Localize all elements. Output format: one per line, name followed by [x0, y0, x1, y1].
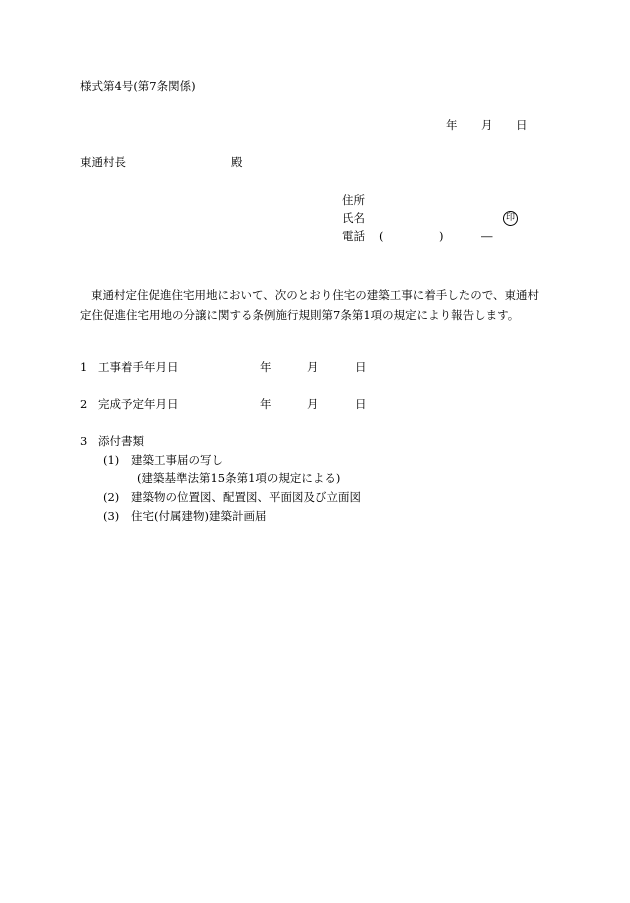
addressee-honorific: 殿	[231, 155, 243, 169]
form-number: 様式第4号(第7条関係)	[80, 79, 196, 93]
seal-icon: 印	[503, 211, 518, 226]
attachment-1-number: (1)	[103, 453, 120, 467]
item-1-number: 1	[80, 360, 88, 374]
attachment-2-text: 建築物の位置図、配置図、平面図及び立面図	[131, 490, 361, 504]
item-2-day: 日	[355, 397, 367, 411]
item-1-label: 工事着手年月日	[98, 360, 179, 374]
date-day: 日	[516, 118, 528, 132]
attachment-3-number: (3)	[103, 509, 120, 523]
item-2-year: 年	[260, 397, 272, 411]
body-line-1: 東通村定住促進住宅用地において、次のとおり住宅の建築工事に着手したので、東通村	[91, 288, 540, 302]
addressee-name: 東通村長	[80, 155, 126, 169]
phone-open: (	[379, 229, 384, 243]
item-2-number: 2	[80, 397, 88, 411]
name-label: 氏名	[342, 211, 365, 225]
attachment-1-note: (建築基準法第15条第1項の規定による)	[137, 471, 341, 485]
item-1-day: 日	[355, 360, 367, 374]
attachment-2-number: (2)	[103, 490, 120, 504]
attachments-number: 3	[80, 434, 88, 448]
phone-label: 電話	[342, 229, 365, 243]
phone-dash: ―	[481, 229, 493, 243]
phone-close: )	[439, 229, 444, 243]
attachment-3-text: 住宅(付属建物)建築計画届	[131, 509, 267, 523]
date-year: 年	[446, 118, 458, 132]
item-1-month: 月	[307, 360, 319, 374]
body-paragraph	[80, 285, 560, 325]
attachments-label: 添付書類	[98, 434, 144, 448]
attachment-1-text: 建築工事届の写し	[131, 453, 223, 467]
item-2-label: 完成予定年月日	[98, 397, 179, 411]
body-line-2: 定住促進住宅用地の分譲に関する条例施行規則第7条第1項の規定により報告します。	[80, 308, 520, 322]
address-label: 住所	[342, 193, 365, 207]
item-2-month: 月	[307, 397, 319, 411]
item-1-year: 年	[260, 360, 272, 374]
date-month: 月	[481, 118, 493, 132]
